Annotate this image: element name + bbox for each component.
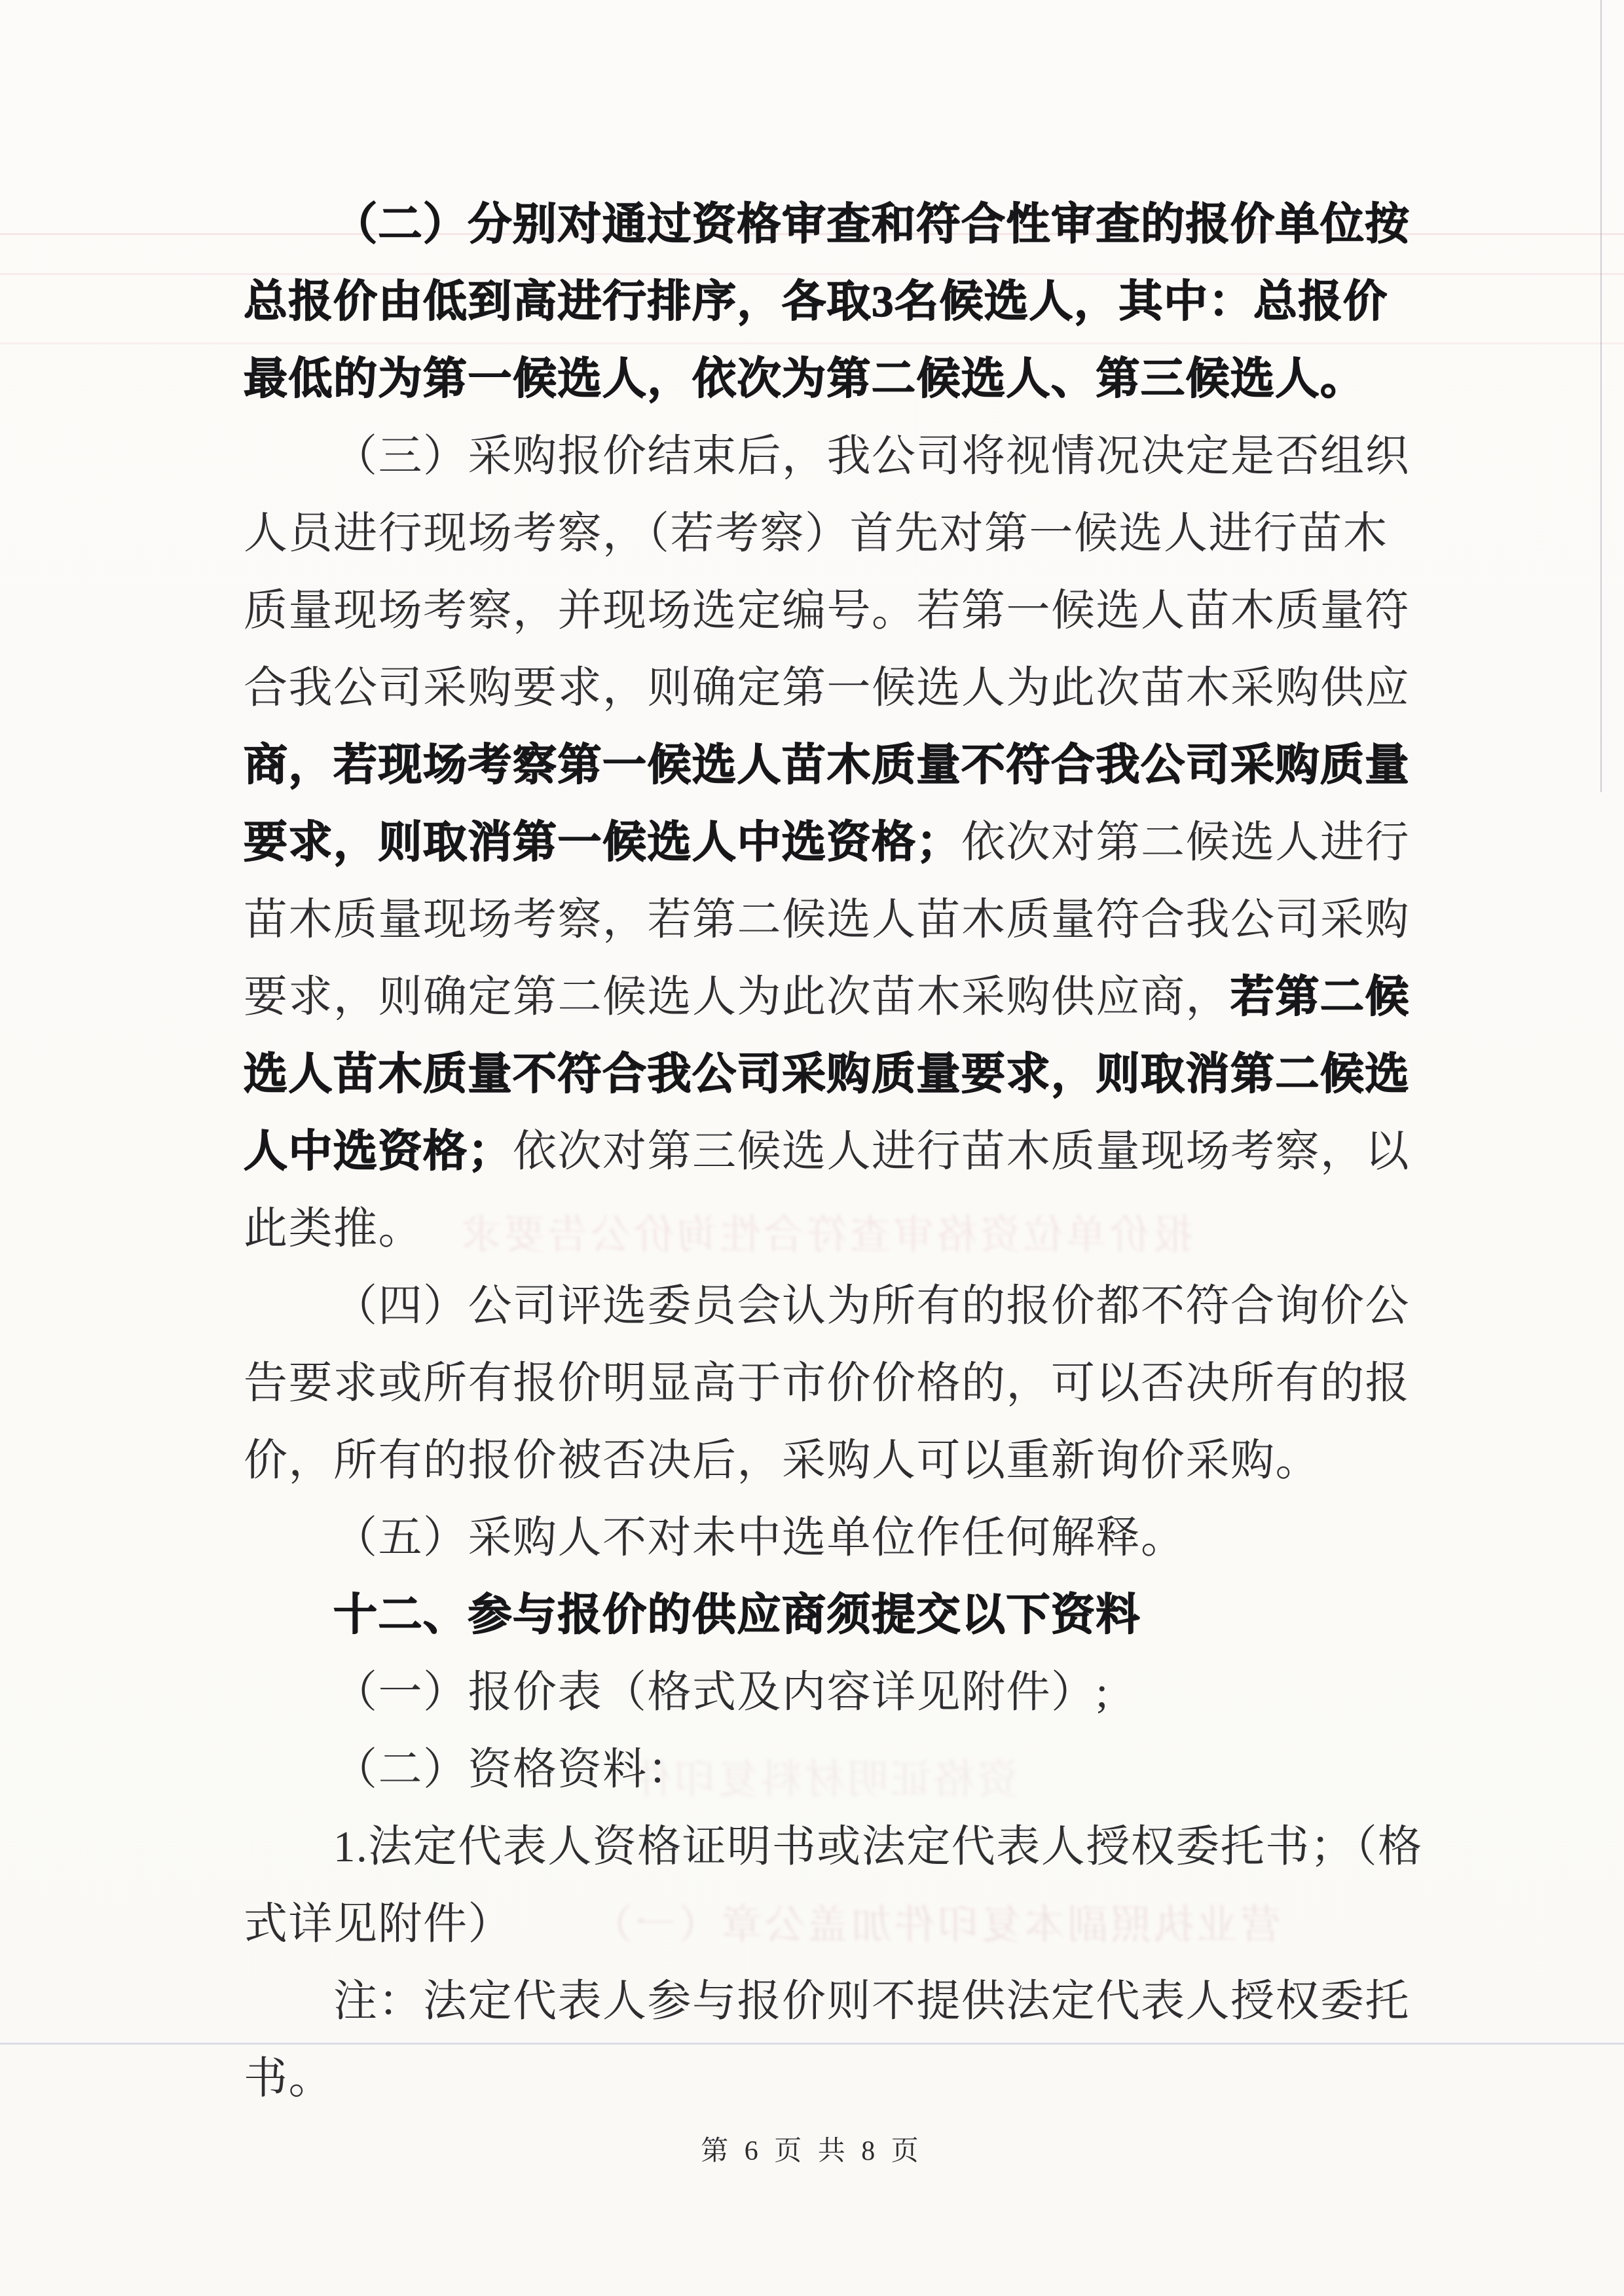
text-segment: 1.法定代表人资格证明书或法定代表人授权委托书；（格 bbox=[333, 1823, 1423, 1871]
bleedthrough-text: 营业执照副本复印件加盖公章（一） bbox=[589, 1903, 1282, 1948]
text-line bbox=[244, 1422, 1422, 1499]
text-line bbox=[244, 649, 1422, 727]
text-segment: （三）采购报价结束后，我公司将视情况决定是否组织 bbox=[333, 432, 1410, 481]
text-line bbox=[244, 1576, 1422, 1654]
text-line bbox=[244, 1886, 1422, 1963]
text-segment: 总报价由低到高进行排序，各取3名候选人，其中：总报价 bbox=[244, 278, 1388, 326]
text-segment: 合我公司采购要求，则确定第一候选人为此次苗木采购供应 bbox=[244, 664, 1410, 712]
page-number: 第 6 页 共 8 页 bbox=[701, 2136, 923, 2166]
bleedthrough-text: 报价单位资格审查符合性询价公告要求 bbox=[458, 1213, 1194, 1258]
text-line bbox=[244, 804, 1422, 881]
text-line bbox=[244, 418, 1422, 495]
text-segment: 人员进行现场考察，（若考察）首先对第一候选人进行苗木 bbox=[244, 509, 1388, 558]
text-segment: 质量现场考察，并现场选定编号。若第一候选人苗木质量符 bbox=[244, 587, 1410, 635]
text-segment: （二）分别对通过资格审查和符合性审查的报价单位按 bbox=[333, 200, 1410, 249]
text-line bbox=[244, 263, 1422, 340]
text-line bbox=[244, 1808, 1422, 1886]
document-body bbox=[244, 186, 1422, 2117]
text-line bbox=[244, 1190, 1422, 1267]
text-segment: 若第二候 bbox=[1230, 973, 1410, 1021]
text-line bbox=[244, 495, 1422, 572]
text-segment: 人中选资格； bbox=[244, 1127, 513, 1176]
text-segment: （二）资格资料： bbox=[333, 1745, 692, 1794]
text-line bbox=[244, 572, 1422, 649]
text-segment: 书。 bbox=[244, 2054, 333, 2103]
text-segment: 苗木质量现场考察，若第二候选人苗木质量符合我公司采购 bbox=[244, 896, 1410, 944]
text-line bbox=[244, 1731, 1422, 1808]
text-line bbox=[244, 340, 1422, 418]
text-segment: 告要求或所有报价明显高于市价价格的，可以否决所有的报 bbox=[244, 1359, 1410, 1408]
text-line bbox=[244, 1499, 1422, 1576]
text-line bbox=[244, 727, 1422, 804]
text-line bbox=[244, 2040, 1422, 2117]
text-segment: （一）报价表（格式及内容详见附件）; bbox=[333, 1668, 1109, 1717]
text-line bbox=[244, 1345, 1422, 1422]
text-line bbox=[244, 1267, 1422, 1345]
text-segment: 价，所有的报价被否决后，采购人可以重新询价采购。 bbox=[244, 1436, 1320, 1485]
text-segment: 此类推。 bbox=[244, 1205, 423, 1253]
text-line bbox=[244, 1963, 1422, 2040]
text-segment: 依次对第二候选人进行 bbox=[961, 818, 1410, 867]
text-segment: 商，若现场考察第一候选人苗木质量不符合我公司采购质量 bbox=[244, 741, 1410, 790]
text-line bbox=[244, 958, 1422, 1036]
text-segment: 要求，则确定第二候选人为此次苗木采购供应商， bbox=[244, 973, 1230, 1021]
text-line bbox=[244, 1113, 1422, 1190]
text-segment: 式详见附件） bbox=[244, 1900, 513, 1948]
text-segment: 依次对第三候选人进行苗木质量现场考察，以 bbox=[513, 1127, 1410, 1176]
scan-edge-line bbox=[1600, 0, 1602, 792]
text-segment: 十二、参与报价的供应商须提交以下资料 bbox=[333, 1591, 1141, 1639]
bleedthrough-text: 资格证明材料复印件 bbox=[629, 1758, 1018, 1802]
text-segment: 选人苗木质量不符合我公司采购质量要求，则取消第二候选 bbox=[244, 1050, 1410, 1099]
text-segment: （四）公司评选委员会认为所有的报价都不符合询价公 bbox=[333, 1282, 1410, 1330]
text-segment: （五）采购人不对未中选单位作任何解释。 bbox=[333, 1514, 1186, 1562]
text-segment: 最低的为第一候选人，依次为第二候选人、第三候选人。 bbox=[244, 355, 1365, 403]
text-segment: 注：法定代表人参与报价则不提供法定代表人授权委托 bbox=[333, 1977, 1410, 2026]
text-line bbox=[244, 1036, 1422, 1113]
text-line bbox=[244, 881, 1422, 958]
text-line bbox=[244, 1654, 1422, 1731]
text-line bbox=[244, 186, 1422, 263]
text-segment: 要求，则取消第一候选人中选资格； bbox=[244, 818, 961, 867]
